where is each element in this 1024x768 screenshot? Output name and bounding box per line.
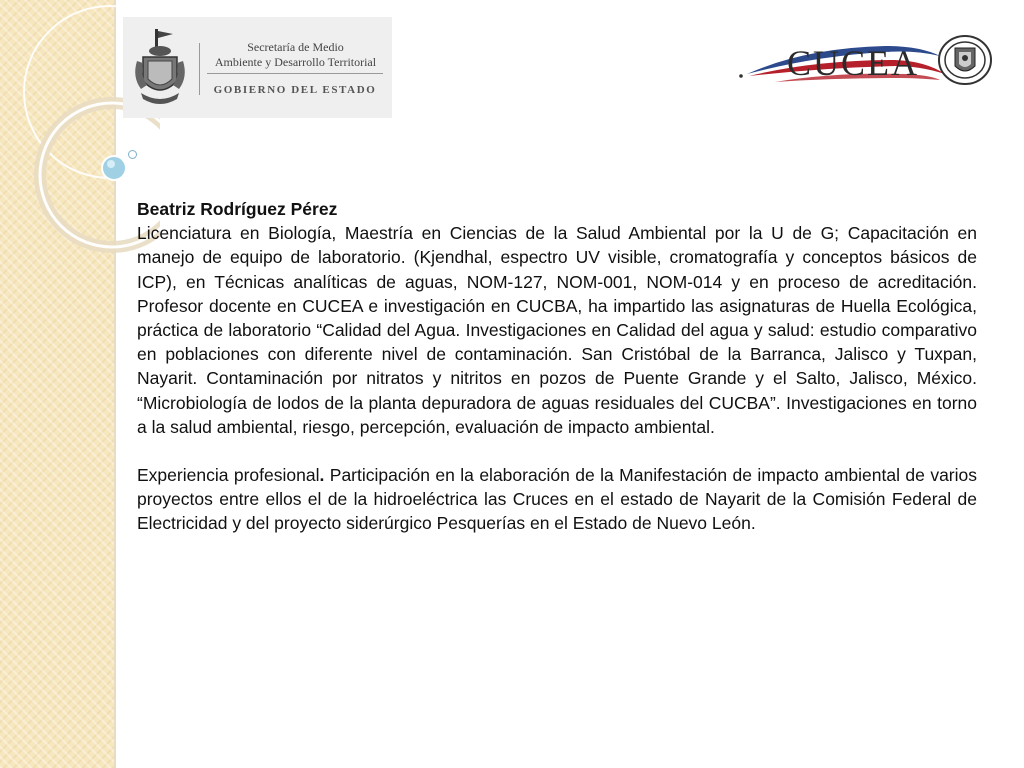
bio-content <box>137 197 977 536</box>
government-logo <box>123 17 392 118</box>
bullet-circle-icon <box>128 150 137 159</box>
cucea-logo <box>735 30 1000 90</box>
experience-lead-dot: . <box>319 465 325 486</box>
experience-body: Participación en la elaboración de la Manifestación de impacto ambiental de varios proyectos entre ellos el de la hidroeléctrica las Cruces en el estado de Nayarit de la Comisión Federal de Electricidad y del proyecto siderúrgico Pesquerías en el Estado de Nuevo León. <box>137 465 977 534</box>
experience-paragraph <box>137 463 977 536</box>
gov-logo-line1: Secretaría de Medio <box>247 40 344 54</box>
bio-paragraph: Licenciatura en Biología, Maestría en Ciencias de la Salud Ambiental por la U de G; Capacitación en manejo de equipo de laboratorio. (Kjendhal, espectro UV visible, cromatografía y conceptos básicos de ICP), en Técnicas analíticas de aguas, NOM-127, NOM-001, NOM-014 y en proceso de acreditación. Profesor docente en CUCEA e investigación en CUCBA, ha impartido las asignaturas de Huella Ecológica, práctica de laboratorio “Calidad del Agua. Investigaciones en Calidad del agua y salud: estudio comparativo en poblaciones con diferente nivel de contaminación. San Cristóbal de la Barranca, Jalisco y Tuxpan, Nayarit. Contaminación por nitratos y nitritos en pozos de Puente Grande y el Salto, Jalisco, México. “Microbiología de lodos de la planta depuradora de aguas residuales del CUCBA”. Investigaciones en torno a la salud ambiental, riesgo, percepción, evaluación de impacto ambiental. <box>137 223 977 437</box>
experience-lead: Experiencia profesional <box>137 465 320 486</box>
paragraph-gap <box>137 439 977 463</box>
gov-logo-line2: Ambiente y Desarrollo Territorial <box>214 55 377 69</box>
gov-logo-line3: GOBIERNO DEL ESTADO <box>213 84 377 96</box>
gov-divider <box>199 43 200 95</box>
cucea-seal-icon <box>937 34 993 86</box>
cucea-logo-text: CUCEA <box>787 43 920 83</box>
gov-rule <box>207 73 383 74</box>
person-name: Beatriz Rodríguez Pérez <box>137 199 338 219</box>
gov-crest-icon <box>129 27 191 109</box>
